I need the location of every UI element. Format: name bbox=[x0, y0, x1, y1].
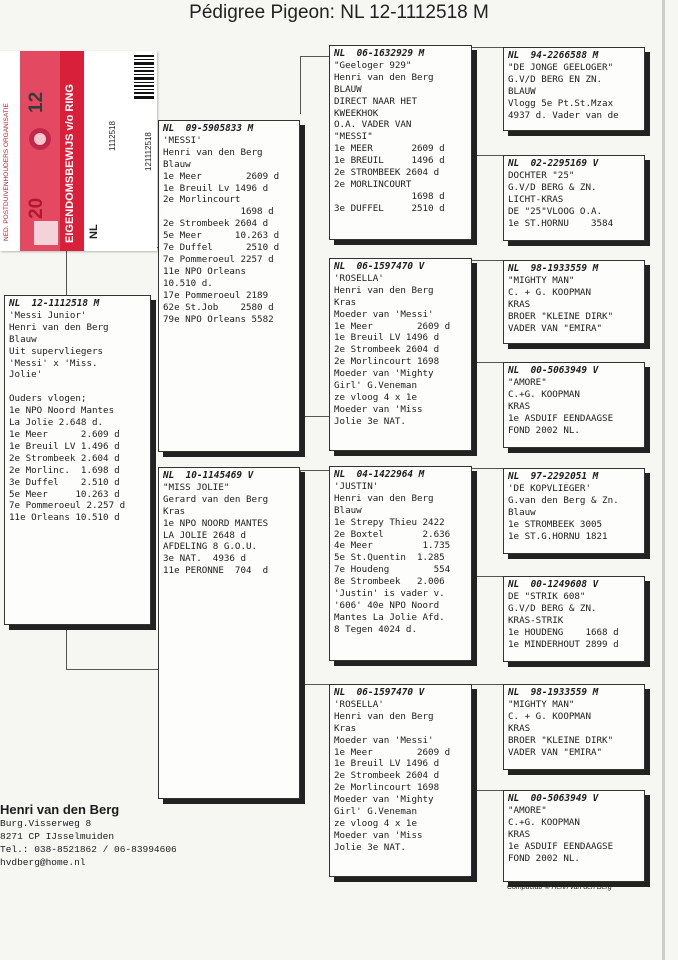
pedigree-line: Blauw bbox=[334, 504, 362, 516]
pedigree-line: Moeder van 'Messi' bbox=[334, 734, 434, 746]
ring-number: NL 04-1422964 M bbox=[334, 469, 425, 480]
pedigree-line: 'Messi' x 'Miss. bbox=[9, 357, 98, 369]
pedigree-line: C.+G. KOOPMAN bbox=[508, 816, 580, 828]
pedigree-line: "MIGHTY MAN" bbox=[508, 274, 575, 286]
pedigree-line: Blauw bbox=[508, 506, 536, 518]
ring-number: NL 12-1112518 M bbox=[9, 298, 100, 309]
ring-number: NL 06-1632929 M bbox=[334, 48, 425, 59]
pedigree-line: 3e DUFFEL 2510 d bbox=[334, 202, 445, 214]
footer-credit: Compuclub © Henri van den Berg bbox=[507, 884, 612, 891]
ring-number: NL 00-5063949 V bbox=[508, 365, 599, 376]
pedigree-line: Henri van den Berg bbox=[334, 710, 434, 722]
pedigree-line: KWEEKHOK bbox=[334, 107, 379, 119]
card-country: NL bbox=[88, 224, 100, 239]
grandparent-box bbox=[329, 45, 472, 240]
ring-number: NL 97-2292051 M bbox=[508, 471, 599, 482]
pedigree-line: 10.510 d. bbox=[163, 277, 213, 289]
pedigree-line: 7e Duffel 2510 d bbox=[163, 242, 280, 254]
card-year-left: 20 bbox=[26, 197, 47, 219]
pedigree-line: Moeder van 'Mighty bbox=[334, 368, 434, 380]
pedigree-line: 1e MEER 2609 d bbox=[334, 143, 445, 155]
connector-line bbox=[66, 669, 158, 670]
pedigree-line: FOND 2002 NL. bbox=[508, 852, 580, 864]
pedigree-line: "MIGHTY MAN" bbox=[508, 698, 575, 710]
pedigree-line: 2e Strombeek 2604 d bbox=[334, 344, 440, 356]
pedigree-line: 7e Houdeng 554 bbox=[334, 564, 451, 576]
pedigree-line: 8e Strombeek 2.006 bbox=[334, 576, 445, 588]
pedigree-line: 'Messi Junior' bbox=[9, 309, 87, 321]
ring-number: NL 98-1933559 M bbox=[508, 263, 599, 274]
mother-box bbox=[158, 467, 300, 799]
pedigree-line: 1e Meer 2609 d bbox=[334, 320, 451, 332]
pedigree-line: 2e Morlincourt 1698 bbox=[334, 782, 440, 794]
pedigree-line: 1e BREUIL 1496 d bbox=[334, 155, 445, 167]
pedigree-line: Moeder van 'Miss bbox=[334, 403, 423, 415]
pedigree-line: 1698 d bbox=[334, 190, 445, 202]
pedigree-line: FOND 2002 NL. bbox=[508, 424, 580, 436]
pedigree-line: C. + G. KOOPMAN bbox=[508, 286, 591, 298]
pedigree-line: 5e Meer 10.263 d bbox=[9, 488, 120, 500]
pedigree-line: 1e HOUDENG 1668 d bbox=[508, 626, 619, 638]
connector-line bbox=[66, 247, 67, 295]
connector-line bbox=[472, 468, 503, 469]
pedigree-line: 1e Strepy Thieu 2422 bbox=[334, 516, 445, 528]
ring-number: NL 98-1933559 M bbox=[508, 687, 599, 698]
pedigree-line: AFDELING 8 G.O.U. bbox=[163, 541, 258, 553]
pedigree-line: 'Justin' is vader v. bbox=[334, 588, 445, 600]
pedigree-line: 1e Breuil Lv 1496 d bbox=[163, 182, 269, 194]
pedigree-line: Gerard van den Berg bbox=[163, 493, 269, 505]
pedigree-line: KRAS-STRIK bbox=[508, 614, 564, 626]
pedigree-line: 'ROSELLA' bbox=[334, 698, 384, 710]
great-grandparent-box bbox=[503, 790, 645, 882]
pedigree-line: Kras bbox=[163, 505, 186, 517]
ring-number: NL 09-5905833 M bbox=[163, 123, 254, 134]
great-grandparent-box bbox=[503, 362, 645, 448]
pedigree-line: "MESSI" bbox=[334, 131, 373, 143]
connector-line bbox=[300, 416, 329, 417]
emblem-icon bbox=[20, 51, 60, 251]
pedigree-line: 3e Duffel 2.510 d bbox=[9, 476, 120, 488]
pedigree-line: BLAUW bbox=[334, 83, 362, 95]
pedigree-line: 62e St.Job 2580 d bbox=[163, 301, 274, 313]
connector-line bbox=[472, 260, 503, 261]
pedigree-line: G.V/D BERG & ZN. bbox=[508, 181, 597, 193]
father-box bbox=[158, 120, 300, 452]
pedigree-line: 4937 d. Vader van de bbox=[508, 109, 619, 121]
owner-name: Henri van den Berg bbox=[0, 802, 120, 817]
pedigree-line: 11e Orleans 10.510 d bbox=[9, 512, 120, 524]
pedigree-line: ze vloog 4 x 1e bbox=[334, 391, 417, 403]
ring-number: NL 10-1145469 V bbox=[163, 470, 254, 481]
pedigree-line: VADER VAN "EMIRA" bbox=[508, 746, 603, 758]
pedigree-line: Henri van den Berg bbox=[334, 284, 434, 296]
pedigree-line: 2e Morlincourt 1698 bbox=[334, 356, 440, 368]
pedigree-line: LA JOLIE 2648 d bbox=[163, 529, 246, 541]
pedigree-line: Henri van den Berg bbox=[163, 146, 263, 158]
pedigree-line: "AMORE" bbox=[508, 804, 547, 816]
connector-line bbox=[472, 790, 503, 791]
ring-number: NL 00-5063949 V bbox=[508, 793, 599, 804]
ring-number: NL 94-2266588 M bbox=[508, 50, 599, 61]
pedigree-line: 1e ASDUIF EENDAAGSE bbox=[508, 412, 614, 424]
pedigree-line: 5e Meer 10.263 d bbox=[163, 230, 280, 242]
pedigree-line: 11e PERONNE 704 d bbox=[163, 565, 269, 577]
pedigree-line: O.A. VADER VAN bbox=[334, 119, 412, 131]
great-grandparent-box bbox=[503, 576, 645, 662]
pedigree-line: 2e MORLINCOURT bbox=[334, 178, 412, 190]
connector-line bbox=[300, 684, 329, 685]
pedigree-line: 2e Strombeek 2.604 d bbox=[9, 452, 120, 464]
pedigree-line: 2e Morlinc. 1.698 d bbox=[9, 464, 120, 476]
pedigree-line: 2e Strombeek 2604 d bbox=[163, 218, 269, 230]
pedigree-line: KRAS bbox=[508, 722, 531, 734]
pedigree-line: KRAS bbox=[508, 400, 531, 412]
great-grandparent-box bbox=[503, 684, 645, 770]
pedigree-line: 1e MINDERHOUT 2899 d bbox=[508, 638, 619, 650]
pedigree-line: Jolie' bbox=[9, 369, 43, 381]
connector-line bbox=[66, 625, 67, 669]
pedigree-line: Mantes La Jolie Afd. bbox=[334, 611, 445, 623]
pedigree-line: 1e NPO Noord Mantes bbox=[9, 405, 115, 417]
pedigree-line: BLAUW bbox=[508, 85, 536, 97]
pedigree-line: 2e STROMBEEK 2604 d bbox=[334, 167, 440, 179]
pedigree-line: Henri van den Berg bbox=[9, 321, 109, 333]
pedigree-line: 2e Morlincourt bbox=[163, 194, 241, 206]
connector-line bbox=[472, 155, 503, 156]
pedigree-line: ze vloog 4 x 1e bbox=[334, 817, 417, 829]
pedigree-line: Henri van den Berg bbox=[334, 71, 434, 83]
pedigree-line: Girl' G.Veneman bbox=[334, 806, 417, 818]
owner-line: hvdberg@home.nl bbox=[0, 857, 86, 868]
owner-line: Tel.: 038-8521862 / 06-83994606 bbox=[0, 844, 177, 855]
card-ring: 1112518 bbox=[108, 121, 117, 151]
pedigree-line: LICHT-KRAS bbox=[508, 193, 564, 205]
connector-line bbox=[472, 47, 503, 48]
pedigree-line: Blauw bbox=[163, 158, 191, 170]
pedigree-line: 1e NPO NOORD MANTES bbox=[163, 517, 269, 529]
pedigree-line: 17e Pommeroeul 2189 bbox=[163, 289, 269, 301]
grandparent-box bbox=[329, 466, 472, 661]
card-top-text: NED. POSTDUIVENHOUDERS ORGANISATIE bbox=[3, 103, 10, 241]
pedigree-line: Moeder van 'Miss bbox=[334, 829, 423, 841]
pedigree-line: DE "STRIK 608" bbox=[508, 590, 586, 602]
pedigree-line: 2e Boxtel 2.636 bbox=[334, 528, 451, 540]
pedigree-line: 1e Breuil LV 1496 d bbox=[334, 758, 440, 770]
pedigree-line: 'ROSELLA' bbox=[334, 272, 384, 284]
ring-number: NL 06-1597470 V bbox=[334, 261, 425, 272]
ownership-card bbox=[0, 51, 157, 251]
pedigree-line: DE "25"VLOOG O.A. bbox=[508, 205, 603, 217]
owner-line: 8271 CP IJsselmuiden bbox=[0, 831, 115, 842]
pedigree-line: 5e St.Quentin 1.285 bbox=[334, 552, 445, 564]
connector-line bbox=[300, 56, 329, 57]
owner-line: Burg.Visserweg 8 bbox=[0, 818, 92, 829]
subject-box bbox=[4, 295, 151, 625]
grandparent-box bbox=[329, 684, 472, 877]
pedigree-line: Moeder van 'Mighty bbox=[334, 794, 434, 806]
great-grandparent-box bbox=[503, 468, 645, 554]
pedigree-line: BROER "KLEINE DIRK" bbox=[508, 310, 614, 322]
connector-line bbox=[300, 470, 329, 471]
ring-number: NL 06-1597470 V bbox=[334, 687, 425, 698]
pedigree-line: Girl' G.Veneman bbox=[334, 380, 417, 392]
connector-line bbox=[300, 350, 301, 416]
pedigree-line: Jolie 3e NAT. bbox=[334, 415, 406, 427]
grandparent-box bbox=[329, 258, 472, 451]
connector-line bbox=[300, 470, 301, 482]
pedigree-line: G.V/D BERG & ZN. bbox=[508, 602, 597, 614]
pedigree-line: 2e Strombeek 2604 d bbox=[334, 770, 440, 782]
connector-line bbox=[472, 684, 503, 685]
card-year-right: 12 bbox=[26, 91, 47, 113]
pedigree-line: 'JUSTIN' bbox=[334, 480, 379, 492]
pedigree-line: "AMORE" bbox=[508, 376, 547, 388]
pedigree-line: 1e ASDUIF EENDAAGSE bbox=[508, 840, 614, 852]
pedigree-line: 79e NPO Orleans 5582 bbox=[163, 313, 274, 325]
pedigree-line: KRAS bbox=[508, 828, 531, 840]
pedigree-line: '606' 40e NPO Noord bbox=[334, 599, 440, 611]
pedigree-line: 1e Breuil LV 1.496 d bbox=[9, 440, 120, 452]
owner-block bbox=[0, 802, 177, 869]
pedigree-line: 1e STROMBEEK 3005 bbox=[508, 518, 603, 530]
pedigree-line: 'MESSI' bbox=[163, 134, 202, 146]
pedigree-line: 8 Tegen 4024 d. bbox=[334, 623, 417, 635]
pedigree-line: 7e Pommeroeul 2257 d bbox=[163, 253, 274, 265]
pedigree-line: Kras bbox=[334, 722, 357, 734]
great-grandparent-box bbox=[503, 260, 645, 344]
pedigree-line: 1e Meer 2.609 d bbox=[9, 428, 120, 440]
pedigree-line: 1698 d bbox=[163, 206, 274, 218]
pedigree-line: 'DE KOPVLIEGER' bbox=[508, 482, 591, 494]
great-grandparent-box bbox=[503, 47, 645, 131]
card-ring-vertical: 121112518 bbox=[144, 132, 153, 171]
pedigree-line: 1e Breuil LV 1496 d bbox=[334, 332, 440, 344]
connector-line bbox=[300, 56, 301, 114]
page-title: Pédigree Pigeon: NL 12-1112518 M bbox=[189, 2, 489, 23]
card-banner: EIGENDOMSBEWIJS v/o RING bbox=[64, 84, 76, 243]
pedigree-line: 3e NAT. 4936 d bbox=[163, 553, 246, 565]
pedigree-line: La Jolie 2.648 d. bbox=[9, 417, 104, 429]
connector-line bbox=[472, 362, 503, 363]
pedigree-line: Moeder van 'Messi' bbox=[334, 308, 434, 320]
pedigree-line: Henri van den Berg bbox=[334, 492, 434, 504]
pedigree-line: Kras bbox=[334, 296, 357, 308]
pedigree-line: Blauw bbox=[9, 333, 37, 345]
pedigree-line: "Geeloger 929" bbox=[334, 59, 412, 71]
pedigree-line bbox=[9, 381, 146, 393]
pedigree-line: VADER VAN "EMIRA" bbox=[508, 322, 603, 334]
pedigree-line: Uit supervliegers bbox=[9, 345, 104, 357]
pedigree-line: DOCHTER "25" bbox=[508, 169, 575, 181]
pedigree-line: Vlogg 5e Pt.St.Mzax bbox=[508, 97, 614, 109]
pedigree-line: Ouders vlogen; bbox=[9, 393, 87, 405]
pedigree-line: Jolie 3e NAT. bbox=[334, 841, 406, 853]
pedigree-line: 1e ST.HORNU 3584 bbox=[508, 217, 614, 229]
pedigree-line: 7e Pommeroeul 2.257 d bbox=[9, 500, 126, 512]
ring-number: NL 02-2295169 V bbox=[508, 158, 599, 169]
ring-number: NL 00-1249608 V bbox=[508, 579, 599, 590]
great-grandparent-box bbox=[503, 155, 645, 241]
pedigree-line: C. + G. KOOPMAN bbox=[508, 710, 591, 722]
pedigree-line: "MISS JOLIE" bbox=[163, 481, 230, 493]
pedigree-line: BROER "KLEINE DIRK" bbox=[508, 734, 614, 746]
pedigree-line: C.+G. KOOPMAN bbox=[508, 388, 580, 400]
pedigree-line: 11e NPO Orleans bbox=[163, 265, 246, 277]
pedigree-line: 1e Meer 2609 d bbox=[163, 170, 280, 182]
pedigree-line: "DE JONGE GEELOGER" bbox=[508, 61, 614, 73]
pedigree-line: DIRECT NAAR HET bbox=[334, 95, 417, 107]
page-edge bbox=[662, 0, 665, 960]
pedigree-line: 1e Meer 2609 d bbox=[334, 746, 451, 758]
pedigree-line: G.V/D BERG EN ZN. bbox=[508, 73, 603, 85]
pedigree-line: KRAS bbox=[508, 298, 531, 310]
pedigree-line: G.van den Berg & Zn. bbox=[508, 494, 619, 506]
connector-line bbox=[300, 630, 301, 684]
pedigree-line: 4e Meer 1.735 bbox=[334, 540, 451, 552]
pedigree-line: 1e ST.G.HORNU 1821 bbox=[508, 530, 608, 542]
connector-line bbox=[472, 576, 503, 577]
